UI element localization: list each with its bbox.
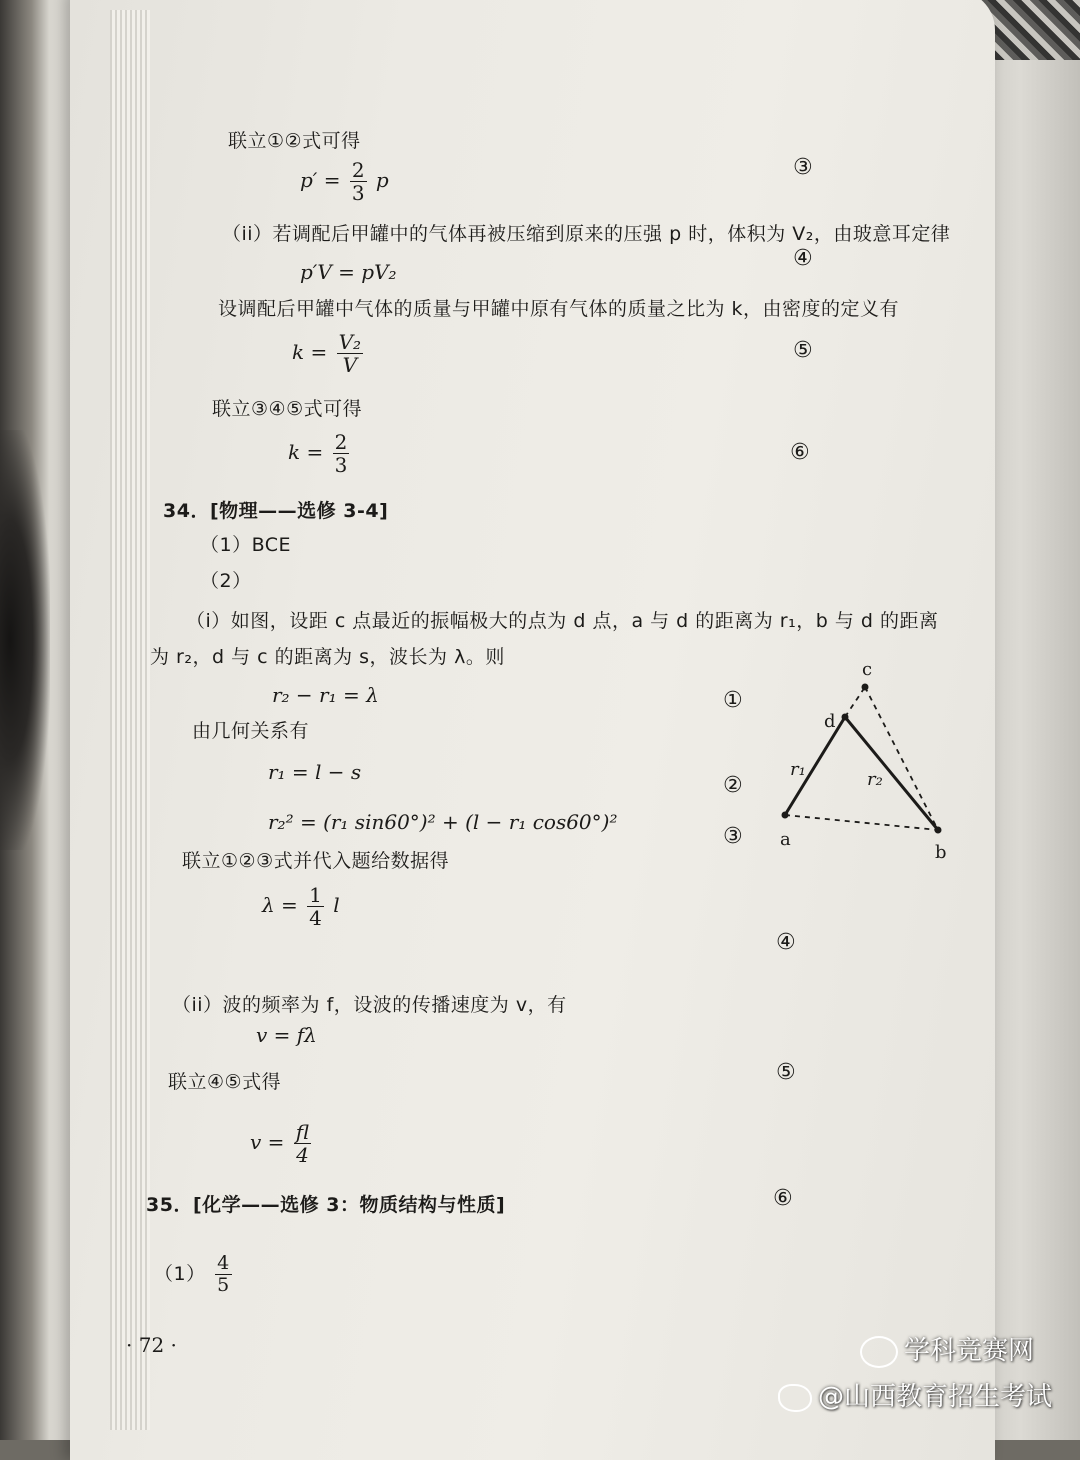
eq3-numerator: 2 (351, 158, 365, 182)
q35-denominator: 5 (217, 1274, 230, 1296)
combine-line-3: 联立①②③式并代入题给数据得 (182, 850, 450, 872)
q34-tag-6: ⑥ (773, 1186, 793, 1211)
q34-part-1-answer: （1）BCE (200, 534, 292, 556)
equation-p-prime (300, 160, 389, 203)
eq6-lhs: k = (288, 440, 324, 464)
q34-tag-5: ⑤ (776, 1060, 796, 1085)
eq3-rhs: p (375, 168, 389, 192)
q35-numerator: 4 (217, 1252, 230, 1274)
q34-eq6-fraction (294, 1122, 311, 1165)
point-b (935, 827, 942, 834)
background-shadow (0, 430, 50, 850)
q34-part-2-label: （2） (200, 570, 252, 592)
eq5-lhs: k = (292, 340, 328, 364)
equation-wavelength (262, 885, 340, 928)
combine-line-1: 联立①②式可得 (228, 130, 361, 152)
q34-tag-3: ③ (723, 824, 743, 849)
combine-line-4: 联立④⑤式得 (168, 1071, 282, 1093)
q34-eq4-numerator: 1 (309, 883, 322, 907)
q35-part-1 (154, 1254, 235, 1295)
q34-eq6-denominator: 4 (296, 1143, 309, 1167)
equation-boyle: p′V = pV₂ (300, 260, 397, 284)
segment-d-c (845, 687, 865, 717)
eq5-numerator: V₂ (338, 330, 362, 354)
q35-fraction (215, 1254, 232, 1295)
watermark-line-2 (778, 1376, 1052, 1413)
q34-eq4-rhs: l (333, 893, 340, 917)
eq3-lhs: p′ = (300, 168, 341, 192)
eq6-fraction (333, 432, 350, 475)
label-r1: r₁ (790, 759, 806, 780)
eq5-denominator: V (342, 353, 358, 377)
q34-eq4-lhs: λ = (262, 893, 298, 917)
segment-d-b (845, 717, 938, 830)
eq3-denominator: 3 (351, 181, 365, 205)
equation-r1: r₁ = l − s (268, 760, 362, 784)
eq3-fraction (350, 160, 367, 203)
point-d (842, 714, 849, 721)
eq6-numerator: 2 (334, 430, 348, 454)
segment-a-b (785, 815, 938, 830)
equation-wave-speed: v = fλ (256, 1023, 317, 1047)
watermark-account-name: @山西教育招生考试 (818, 1382, 1053, 1412)
q34-tag-4: ④ (776, 930, 796, 955)
watermark-site-name: 学科竞赛网 (904, 1336, 1035, 1366)
segment-c-b (865, 687, 938, 830)
equation-r2-squared: r₂² = (r₁ sin60°)² + (l − r₁ cos60°)² (268, 810, 618, 834)
equation-tag-3: ③ (793, 155, 813, 180)
label-a: a (780, 829, 791, 850)
q34-i-line-2: 为 r₂，d 与 c 的距离为 s，波长为 λ。则 (150, 646, 505, 668)
equation-path-difference: r₂ − r₁ = λ (272, 683, 379, 707)
ratio-definition-line: 设调配后甲罐中气体的质量与甲罐中原有气体的质量之比为 k，由密度的定义有 (218, 298, 900, 320)
weibo-icon (778, 1384, 812, 1412)
equation-k-ratio (292, 332, 366, 375)
label-r2: r₂ (867, 769, 883, 790)
geometry-relation-label: 由几何关系有 (192, 720, 310, 742)
page-number: · 72 · (126, 1333, 177, 1357)
page-stack-edge (110, 10, 150, 1430)
q34-eq4-fraction (307, 885, 324, 928)
q34-tag-2: ② (723, 773, 743, 798)
q34-ii-line: （ii）波的频率为 f，设波的传播速度为 v，有 (172, 994, 567, 1016)
equation-tag-4: ④ (793, 246, 813, 271)
equation-speed-result (250, 1122, 314, 1165)
wechat-icon (860, 1336, 898, 1368)
question-35-title: 35．[化学——选修 3：物质结构与性质] (146, 1194, 506, 1216)
q34-i-line-1: （i）如图，设距 c 点最近的振幅极大的点为 d 点，a 与 d 的距离为 r₁，b 与 d 的距离 (186, 610, 939, 632)
q35-part-1-label: （1） (154, 1263, 206, 1285)
point-a (782, 812, 789, 819)
label-d: d (824, 711, 836, 732)
eq5-fraction (337, 332, 363, 375)
label-b: b (935, 842, 947, 863)
wave-geometry-diagram (770, 655, 970, 865)
eq6-denominator: 3 (334, 453, 348, 477)
q34-tag-1: ① (723, 688, 743, 713)
part-ii-line: （ii）若调配后甲罐中的气体再被压缩到原来的压强 p 时，体积为 V₂，由玻意耳定律 (222, 223, 951, 245)
equation-k-value (288, 432, 352, 475)
point-c (862, 684, 869, 691)
combine-line-2: 联立③④⑤式可得 (212, 398, 363, 420)
question-34-title: 34．[物理——选修 3-4] (163, 500, 389, 522)
equation-tag-6: ⑥ (790, 440, 810, 465)
q34-eq4-denominator: 4 (309, 906, 322, 930)
label-c: c (862, 659, 873, 680)
q34-eq6-lhs: v = (250, 1130, 285, 1154)
q34-eq6-numerator: fl (295, 1120, 310, 1144)
watermark-line-1 (860, 1330, 1034, 1368)
equation-tag-5: ⑤ (793, 338, 813, 363)
